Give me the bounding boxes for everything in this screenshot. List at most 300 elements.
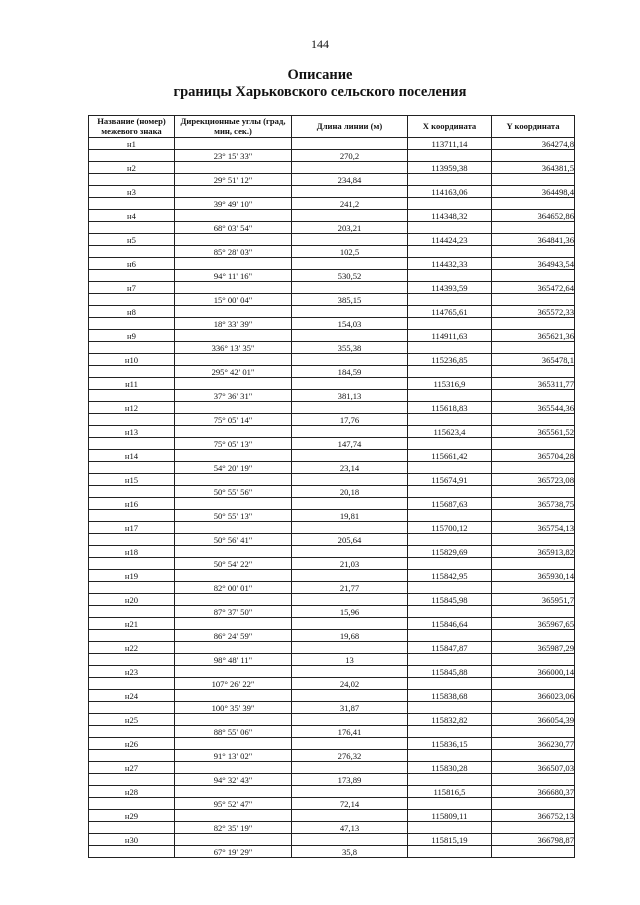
empty-cell	[175, 810, 292, 822]
table-header-row	[89, 116, 575, 138]
column-header-x: X координата	[408, 116, 492, 138]
line-length: 203,21	[292, 222, 408, 234]
point-row	[89, 666, 575, 678]
y-coordinate: 365738,75	[492, 498, 575, 510]
empty-cell	[492, 558, 575, 570]
direction-angle: 50° 55' 13"	[175, 510, 292, 522]
empty-cell	[292, 618, 408, 630]
point-name: н8	[89, 306, 175, 318]
empty-cell	[492, 414, 575, 426]
empty-cell	[292, 138, 408, 150]
column-header-name: Название (номер) межевого знака	[89, 116, 175, 138]
empty-cell	[89, 294, 175, 306]
empty-cell	[89, 174, 175, 186]
line-length: 355,38	[292, 342, 408, 354]
x-coordinate: 115623,4	[408, 426, 492, 438]
y-coordinate: 365478,1	[492, 354, 575, 366]
point-name: н10	[89, 354, 175, 366]
point-row	[89, 258, 575, 270]
empty-cell	[89, 510, 175, 522]
y-coordinate: 366054,39	[492, 714, 575, 726]
empty-cell	[292, 786, 408, 798]
line-length: 276,32	[292, 750, 408, 762]
y-coordinate: 364381,5	[492, 162, 575, 174]
line-length: 184,59	[292, 366, 408, 378]
empty-cell	[175, 450, 292, 462]
x-coordinate: 115700,12	[408, 522, 492, 534]
empty-cell	[292, 330, 408, 342]
x-coordinate: 115845,98	[408, 594, 492, 606]
line-length: 35,8	[292, 846, 408, 858]
empty-cell	[492, 390, 575, 402]
direction-angle: 85° 28' 03"	[175, 246, 292, 258]
point-row	[89, 546, 575, 558]
y-coordinate: 365754,13	[492, 522, 575, 534]
empty-cell	[89, 750, 175, 762]
segment-row	[89, 270, 575, 282]
y-coordinate: 364943,54	[492, 258, 575, 270]
direction-angle: 54° 20' 19"	[175, 462, 292, 474]
line-length: 173,89	[292, 774, 408, 786]
x-coordinate: 115845,88	[408, 666, 492, 678]
point-name: н21	[89, 618, 175, 630]
empty-cell	[408, 438, 492, 450]
y-coordinate: 365472,64	[492, 282, 575, 294]
x-coordinate: 114393,59	[408, 282, 492, 294]
segment-row	[89, 390, 575, 402]
page-number: 144	[311, 37, 329, 51]
y-coordinate: 365930,14	[492, 570, 575, 582]
point-row	[89, 402, 575, 414]
empty-cell	[89, 774, 175, 786]
empty-cell	[175, 234, 292, 246]
y-coordinate: 364652,86	[492, 210, 575, 222]
point-name: н29	[89, 810, 175, 822]
x-coordinate: 114911,63	[408, 330, 492, 342]
point-name: н20	[89, 594, 175, 606]
empty-cell	[408, 462, 492, 474]
segment-row	[89, 846, 575, 858]
empty-cell	[175, 714, 292, 726]
point-row	[89, 474, 575, 486]
point-row	[89, 378, 575, 390]
empty-cell	[89, 150, 175, 162]
empty-cell	[292, 642, 408, 654]
point-row	[89, 618, 575, 630]
empty-cell	[292, 546, 408, 558]
direction-angle: 94° 32' 43"	[175, 774, 292, 786]
empty-cell	[492, 726, 575, 738]
empty-cell	[408, 798, 492, 810]
line-length: 47,13	[292, 822, 408, 834]
empty-cell	[175, 498, 292, 510]
empty-cell	[292, 450, 408, 462]
empty-cell	[175, 426, 292, 438]
y-coordinate: 365621,36	[492, 330, 575, 342]
empty-cell	[408, 558, 492, 570]
empty-cell	[492, 486, 575, 498]
direction-angle: 98° 48' 11"	[175, 654, 292, 666]
y-coordinate: 365987,29	[492, 642, 575, 654]
empty-cell	[408, 150, 492, 162]
empty-cell	[492, 342, 575, 354]
empty-cell	[292, 258, 408, 270]
empty-cell	[492, 174, 575, 186]
empty-cell	[89, 462, 175, 474]
point-name: н9	[89, 330, 175, 342]
point-name: н19	[89, 570, 175, 582]
y-coordinate: 365951,7	[492, 594, 575, 606]
x-coordinate: 114163,06	[408, 186, 492, 198]
segment-row	[89, 462, 575, 474]
empty-cell	[175, 474, 292, 486]
empty-cell	[408, 342, 492, 354]
direction-angle: 75° 05' 14"	[175, 414, 292, 426]
table-body	[89, 138, 575, 858]
empty-cell	[292, 834, 408, 846]
x-coordinate: 115815,19	[408, 834, 492, 846]
empty-cell	[408, 774, 492, 786]
segment-row	[89, 822, 575, 834]
empty-cell	[292, 690, 408, 702]
segment-row	[89, 582, 575, 594]
direction-angle: 100° 35' 39"	[175, 702, 292, 714]
line-length: 241,2	[292, 198, 408, 210]
direction-angle: 68° 03' 54"	[175, 222, 292, 234]
direction-angle: 336° 13' 35"	[175, 342, 292, 354]
empty-cell	[89, 702, 175, 714]
empty-cell	[492, 510, 575, 522]
segment-row	[89, 510, 575, 522]
empty-cell	[89, 798, 175, 810]
line-length: 21,77	[292, 582, 408, 594]
point-row	[89, 234, 575, 246]
empty-cell	[292, 210, 408, 222]
point-name: н3	[89, 186, 175, 198]
direction-angle: 107° 26' 22"	[175, 678, 292, 690]
empty-cell	[408, 582, 492, 594]
empty-cell	[292, 810, 408, 822]
direction-angle: 87° 37' 50"	[175, 606, 292, 618]
point-name: н28	[89, 786, 175, 798]
empty-cell	[175, 138, 292, 150]
empty-cell	[292, 498, 408, 510]
segment-row	[89, 366, 575, 378]
y-coordinate: 365544,36	[492, 402, 575, 414]
x-coordinate: 115618,83	[408, 402, 492, 414]
empty-cell	[408, 174, 492, 186]
x-coordinate: 115838,68	[408, 690, 492, 702]
segment-row	[89, 702, 575, 714]
line-length: 23,14	[292, 462, 408, 474]
x-coordinate: 115847,87	[408, 642, 492, 654]
direction-angle: 75° 05' 13"	[175, 438, 292, 450]
empty-cell	[492, 582, 575, 594]
point-name: н13	[89, 426, 175, 438]
segment-row	[89, 606, 575, 618]
point-name: н25	[89, 714, 175, 726]
empty-cell	[292, 570, 408, 582]
point-row	[89, 762, 575, 774]
y-coordinate: 365967,65	[492, 618, 575, 630]
empty-cell	[408, 270, 492, 282]
y-coordinate: 364498,4	[492, 186, 575, 198]
empty-cell	[408, 630, 492, 642]
direction-angle: 29° 51' 12"	[175, 174, 292, 186]
line-length: 21,03	[292, 558, 408, 570]
point-row	[89, 786, 575, 798]
empty-cell	[89, 366, 175, 378]
line-length: 102,5	[292, 246, 408, 258]
column-header-angle: Дирекционные углы (град, мин, сек.)	[175, 116, 292, 138]
empty-cell	[175, 690, 292, 702]
empty-cell	[89, 606, 175, 618]
segment-row	[89, 558, 575, 570]
empty-cell	[408, 606, 492, 618]
empty-cell	[292, 354, 408, 366]
empty-cell	[175, 306, 292, 318]
empty-cell	[175, 570, 292, 582]
point-row	[89, 714, 575, 726]
point-name: н12	[89, 402, 175, 414]
segment-row	[89, 414, 575, 426]
segment-row	[89, 678, 575, 690]
point-name: н17	[89, 522, 175, 534]
x-coordinate: 114348,32	[408, 210, 492, 222]
empty-cell	[89, 390, 175, 402]
point-name: н2	[89, 162, 175, 174]
empty-cell	[89, 270, 175, 282]
column-header-length: Длина линии (м)	[292, 116, 408, 138]
empty-cell	[89, 678, 175, 690]
boundary-table	[88, 115, 575, 858]
y-coordinate: 366507,03	[492, 762, 575, 774]
line-length: 19,81	[292, 510, 408, 522]
y-coordinate: 366230,77	[492, 738, 575, 750]
point-row	[89, 330, 575, 342]
y-coordinate: 365311,77	[492, 378, 575, 390]
point-row	[89, 570, 575, 582]
x-coordinate: 115661,42	[408, 450, 492, 462]
empty-cell	[408, 246, 492, 258]
empty-cell	[89, 558, 175, 570]
segment-row	[89, 438, 575, 450]
empty-cell	[292, 762, 408, 774]
empty-cell	[408, 318, 492, 330]
empty-cell	[292, 234, 408, 246]
empty-cell	[408, 414, 492, 426]
empty-cell	[89, 822, 175, 834]
point-row	[89, 810, 575, 822]
empty-cell	[175, 258, 292, 270]
line-length: 385,15	[292, 294, 408, 306]
line-length: 530,52	[292, 270, 408, 282]
empty-cell	[89, 630, 175, 642]
empty-cell	[492, 270, 575, 282]
empty-cell	[89, 222, 175, 234]
column-header-y: Y координата	[492, 116, 575, 138]
point-row	[89, 282, 575, 294]
empty-cell	[408, 510, 492, 522]
empty-cell	[292, 162, 408, 174]
empty-cell	[89, 582, 175, 594]
empty-cell	[89, 486, 175, 498]
empty-cell	[175, 354, 292, 366]
empty-cell	[408, 702, 492, 714]
direction-angle: 50° 54' 22"	[175, 558, 292, 570]
y-coordinate: 366798,87	[492, 834, 575, 846]
segment-row	[89, 198, 575, 210]
point-row	[89, 186, 575, 198]
segment-row	[89, 654, 575, 666]
point-name: н22	[89, 642, 175, 654]
empty-cell	[492, 846, 575, 858]
point-name: н5	[89, 234, 175, 246]
empty-cell	[408, 534, 492, 546]
empty-cell	[175, 666, 292, 678]
empty-cell	[408, 750, 492, 762]
point-row	[89, 306, 575, 318]
y-coordinate: 366000,14	[492, 666, 575, 678]
line-length: 147,74	[292, 438, 408, 450]
point-row	[89, 498, 575, 510]
empty-cell	[492, 702, 575, 714]
empty-cell	[408, 222, 492, 234]
empty-cell	[492, 294, 575, 306]
empty-cell	[292, 594, 408, 606]
segment-row	[89, 750, 575, 762]
point-name: н23	[89, 666, 175, 678]
segment-row	[89, 630, 575, 642]
empty-cell	[492, 366, 575, 378]
point-name: н14	[89, 450, 175, 462]
empty-cell	[175, 378, 292, 390]
empty-cell	[492, 654, 575, 666]
y-coordinate: 365561,52	[492, 426, 575, 438]
point-row	[89, 738, 575, 750]
empty-cell	[89, 246, 175, 258]
x-coordinate: 115832,82	[408, 714, 492, 726]
x-coordinate: 115236,85	[408, 354, 492, 366]
empty-cell	[175, 402, 292, 414]
point-name: н16	[89, 498, 175, 510]
segment-row	[89, 318, 575, 330]
y-coordinate: 366023,06	[492, 690, 575, 702]
line-length: 20,18	[292, 486, 408, 498]
segment-row	[89, 246, 575, 258]
line-length: 154,03	[292, 318, 408, 330]
empty-cell	[89, 198, 175, 210]
empty-cell	[292, 186, 408, 198]
empty-cell	[408, 678, 492, 690]
empty-cell	[492, 534, 575, 546]
x-coordinate: 115830,28	[408, 762, 492, 774]
y-coordinate: 365913,82	[492, 546, 575, 558]
empty-cell	[492, 750, 575, 762]
empty-cell	[292, 714, 408, 726]
point-name: н6	[89, 258, 175, 270]
empty-cell	[175, 738, 292, 750]
y-coordinate: 364274,8	[492, 138, 575, 150]
empty-cell	[492, 798, 575, 810]
direction-angle: 88° 55' 06"	[175, 726, 292, 738]
direction-angle: 94° 11' 16"	[175, 270, 292, 282]
direction-angle: 67° 19' 29"	[175, 846, 292, 858]
direction-angle: 82° 35' 19"	[175, 822, 292, 834]
x-coordinate: 114432,33	[408, 258, 492, 270]
direction-angle: 50° 55' 56"	[175, 486, 292, 498]
segment-row	[89, 534, 575, 546]
direction-angle: 18° 33' 39"	[175, 318, 292, 330]
empty-cell	[492, 438, 575, 450]
point-row	[89, 834, 575, 846]
direction-angle: 82° 00' 01"	[175, 582, 292, 594]
segment-row	[89, 174, 575, 186]
empty-cell	[175, 282, 292, 294]
x-coordinate: 115829,69	[408, 546, 492, 558]
point-name: н15	[89, 474, 175, 486]
point-name: н11	[89, 378, 175, 390]
empty-cell	[408, 294, 492, 306]
empty-cell	[175, 786, 292, 798]
point-row	[89, 522, 575, 534]
empty-cell	[292, 378, 408, 390]
empty-cell	[492, 246, 575, 258]
direction-angle: 50° 56' 41"	[175, 534, 292, 546]
empty-cell	[292, 282, 408, 294]
point-name: н18	[89, 546, 175, 558]
empty-cell	[492, 606, 575, 618]
empty-cell	[492, 222, 575, 234]
x-coordinate: 115836,15	[408, 738, 492, 750]
empty-cell	[175, 642, 292, 654]
line-length: 15,96	[292, 606, 408, 618]
line-length: 17,76	[292, 414, 408, 426]
point-row	[89, 690, 575, 702]
empty-cell	[89, 654, 175, 666]
point-row	[89, 138, 575, 150]
line-length: 381,13	[292, 390, 408, 402]
line-length: 31,87	[292, 702, 408, 714]
y-coordinate: 365572,33	[492, 306, 575, 318]
empty-cell	[492, 630, 575, 642]
empty-cell	[175, 186, 292, 198]
empty-cell	[89, 414, 175, 426]
empty-cell	[292, 522, 408, 534]
segment-row	[89, 150, 575, 162]
empty-cell	[408, 366, 492, 378]
point-name: н7	[89, 282, 175, 294]
empty-cell	[292, 474, 408, 486]
direction-angle: 95° 52' 47"	[175, 798, 292, 810]
empty-cell	[408, 846, 492, 858]
empty-cell	[492, 462, 575, 474]
point-name: н30	[89, 834, 175, 846]
empty-cell	[89, 438, 175, 450]
point-row	[89, 642, 575, 654]
empty-cell	[175, 546, 292, 558]
empty-cell	[492, 198, 575, 210]
direction-angle: 37° 36' 31"	[175, 390, 292, 402]
y-coordinate: 364841,36	[492, 234, 575, 246]
point-row	[89, 210, 575, 222]
point-row	[89, 450, 575, 462]
empty-cell	[408, 822, 492, 834]
empty-cell	[408, 198, 492, 210]
y-coordinate: 365704,28	[492, 450, 575, 462]
point-name: н24	[89, 690, 175, 702]
x-coordinate: 115809,11	[408, 810, 492, 822]
